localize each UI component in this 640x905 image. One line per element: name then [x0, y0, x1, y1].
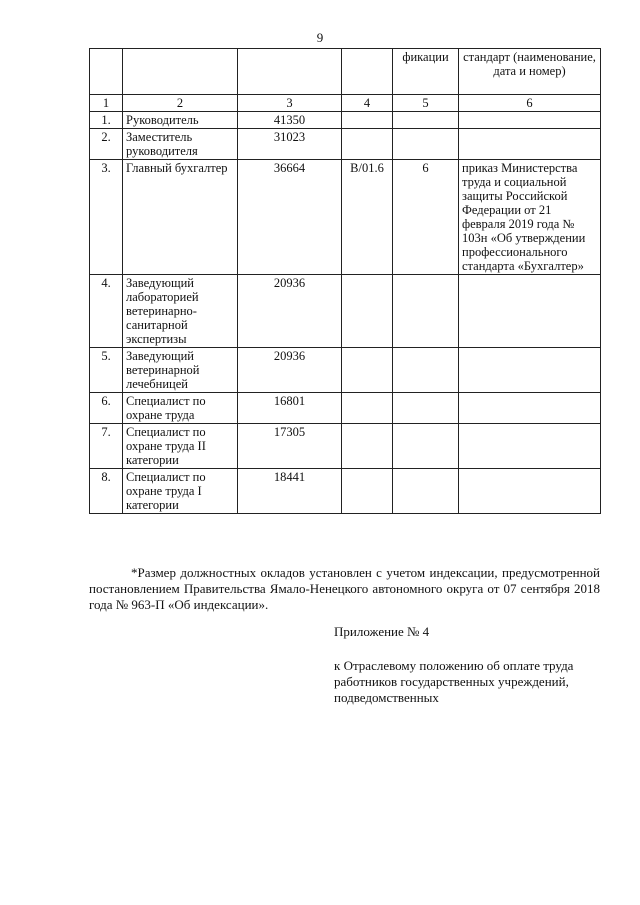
position-name: Руководитель — [123, 112, 238, 129]
qualification-level — [393, 469, 459, 514]
page-number: 9 — [316, 30, 324, 45]
professional-standard — [459, 275, 601, 348]
row-number: 8. — [90, 469, 123, 514]
header-cell-5: фикации — [393, 49, 459, 95]
header-cell-4 — [342, 49, 393, 95]
qualification-level — [393, 393, 459, 424]
column-number-row — [90, 95, 601, 112]
professional-standard — [459, 393, 601, 424]
column-number: 2 — [123, 95, 238, 112]
row-number: 6. — [90, 393, 123, 424]
salary-value: 41350 — [238, 112, 342, 129]
table-row — [90, 129, 601, 160]
position-name: Главный бухгалтер — [123, 160, 238, 275]
professional-standard: приказ Министерства труда и социальной защиты Российской Федерации от 21 февраля 2019 года № 103н «Об утверждении профессионального стандарта «Бухгалтер» — [459, 160, 601, 275]
salary-value: 17305 — [238, 424, 342, 469]
professional-standard — [459, 112, 601, 129]
header-cell-2 — [123, 49, 238, 95]
table-row — [90, 469, 601, 514]
professional-standard — [459, 129, 601, 160]
table-row — [90, 275, 601, 348]
function-code — [342, 424, 393, 469]
function-code — [342, 275, 393, 348]
position-name: Заведующий ветеринарной лечебницей — [123, 348, 238, 393]
position-name: Специалист по охране труда I категории — [123, 469, 238, 514]
column-number: 5 — [393, 95, 459, 112]
salary-value: 18441 — [238, 469, 342, 514]
salary-value: 20936 — [238, 275, 342, 348]
column-number: 1 — [90, 95, 123, 112]
function-code — [342, 112, 393, 129]
row-number: 2. — [90, 129, 123, 160]
table-row — [90, 348, 601, 393]
header-cell-3 — [238, 49, 342, 95]
function-code: В/01.6 — [342, 160, 393, 275]
function-code — [342, 393, 393, 424]
function-code — [342, 469, 393, 514]
qualification-level — [393, 275, 459, 348]
professional-standard — [459, 348, 601, 393]
table-row — [90, 424, 601, 469]
row-number: 4. — [90, 275, 123, 348]
table-row — [90, 112, 601, 129]
appendix-body: к Отраслевому положению об оплате труда работников государственных учреждений, подведомственных — [334, 658, 574, 705]
professional-standard — [459, 424, 601, 469]
column-number: 3 — [238, 95, 342, 112]
row-number: 1. — [90, 112, 123, 129]
table-row — [90, 393, 601, 424]
header-cell-6: стандарт (наименование, дата и номер) — [459, 49, 601, 95]
position-name: Заведующий лабораторией ветеринарно-санитарной экспертизы — [123, 275, 238, 348]
column-number: 4 — [342, 95, 393, 112]
row-number: 7. — [90, 424, 123, 469]
row-number: 3. — [90, 160, 123, 275]
qualification-level — [393, 424, 459, 469]
table-header-row — [90, 49, 601, 95]
salary-value: 20936 — [238, 348, 342, 393]
salary-table — [89, 48, 601, 514]
column-number: 6 — [459, 95, 601, 112]
appendix-block — [334, 624, 604, 706]
header-cell-1 — [90, 49, 123, 95]
qualification-level — [393, 348, 459, 393]
position-name: Специалист по охране труда II категории — [123, 424, 238, 469]
salary-value: 36664 — [238, 160, 342, 275]
salary-value: 16801 — [238, 393, 342, 424]
row-number: 5. — [90, 348, 123, 393]
table-row — [90, 160, 601, 275]
position-name: Специалист по охране труда — [123, 393, 238, 424]
salary-value: 31023 — [238, 129, 342, 160]
position-name: Заместитель руководителя — [123, 129, 238, 160]
footnote-text: *Размер должностных окладов установлен с учетом индексации, предусмотренной постановлением Правительства Ямало-Ненецкого автономного округа от 07 сентября 2018 года № 963-П «Об индексации». — [89, 565, 600, 612]
qualification-level — [393, 129, 459, 160]
appendix-title: Приложение № 4 — [334, 624, 430, 639]
qualification-level — [393, 112, 459, 129]
qualification-level: 6 — [393, 160, 459, 275]
professional-standard — [459, 469, 601, 514]
function-code — [342, 129, 393, 160]
footnote — [89, 565, 600, 613]
function-code — [342, 348, 393, 393]
